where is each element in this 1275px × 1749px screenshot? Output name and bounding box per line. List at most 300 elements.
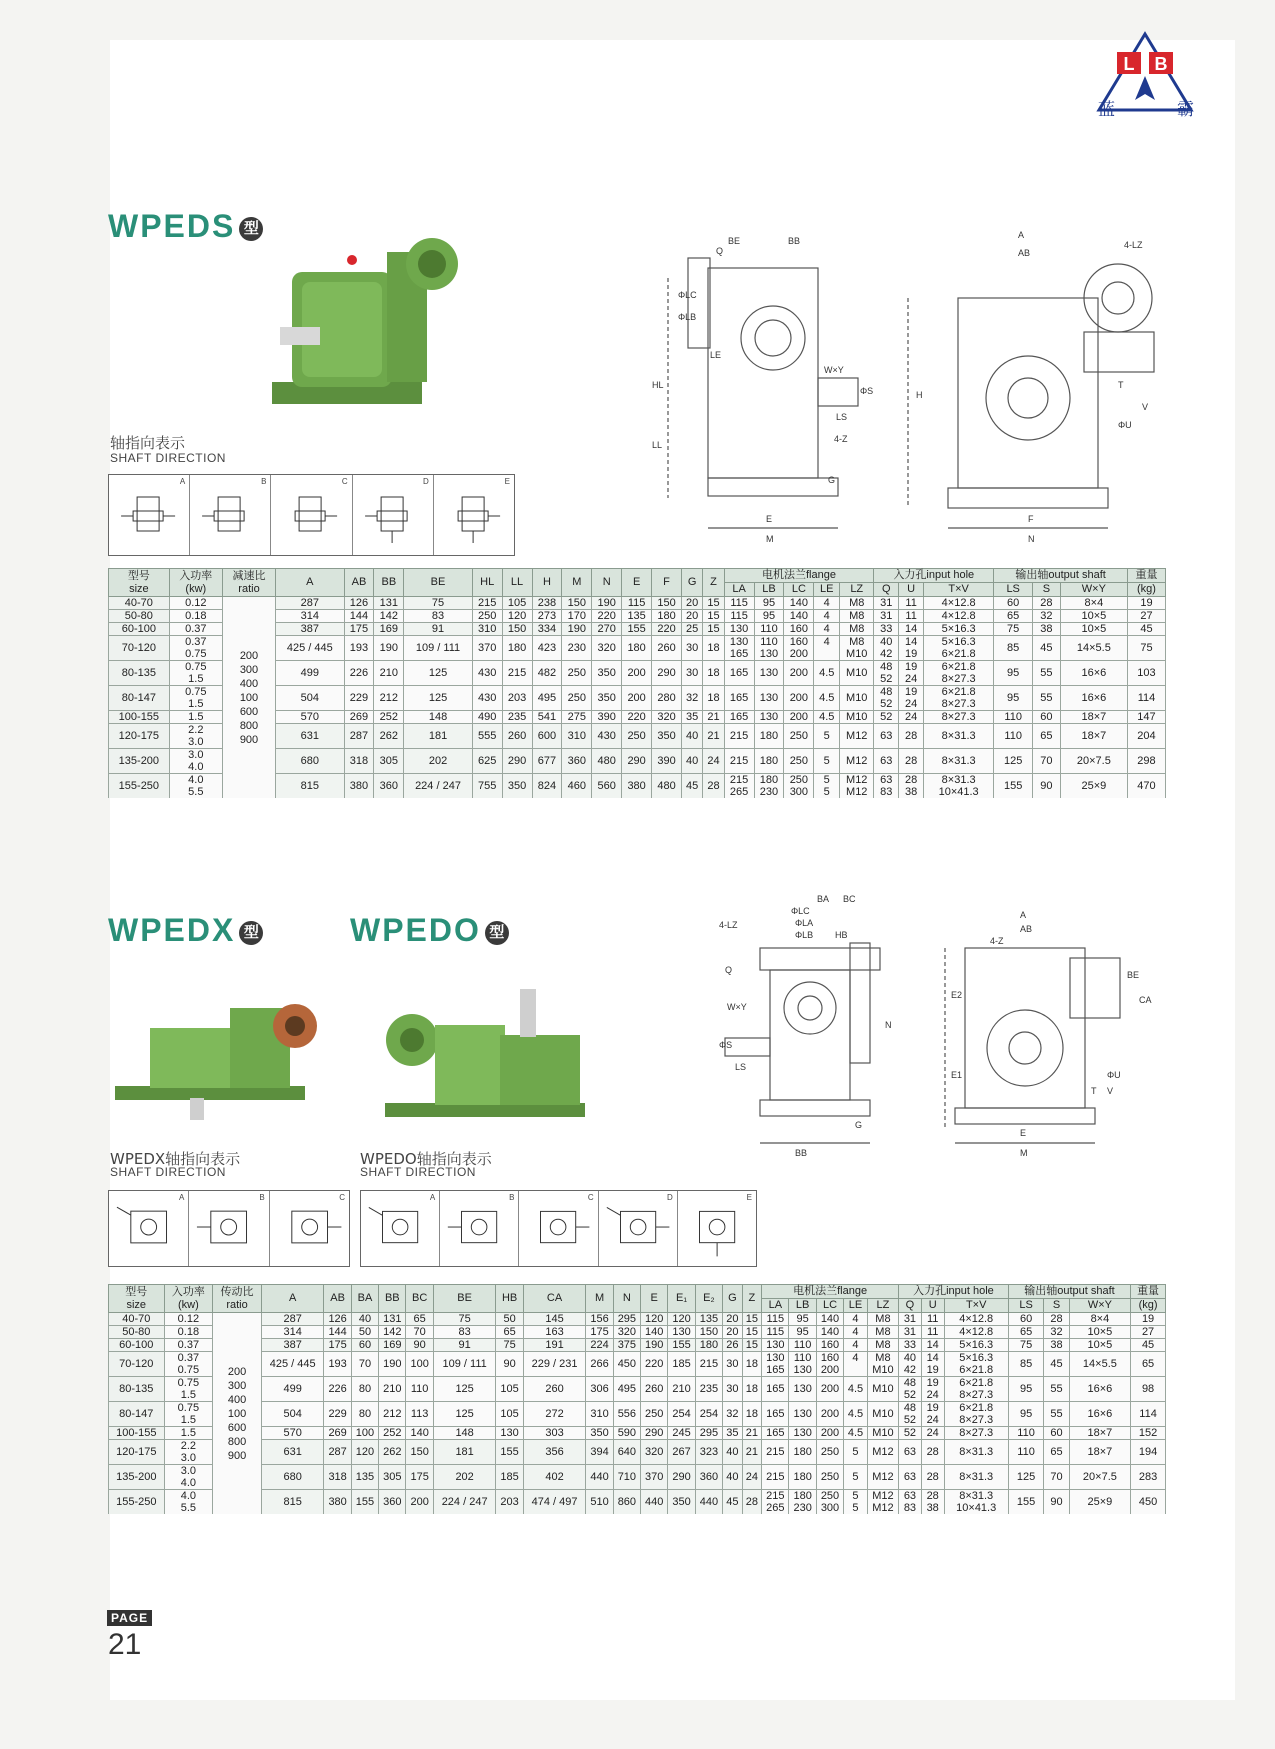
col-flange: LA [724,583,754,597]
output-cell: 8×4 [1069,1313,1130,1326]
col-dim: A [276,569,344,597]
output-cell: 75 [994,623,1033,636]
dim-cell: 510 [586,1490,613,1515]
input-cell: 40 [899,1352,922,1365]
input-cell: 28 [921,1465,944,1490]
dim-cell: 310 [562,724,592,749]
flange-cell: 4.5 [814,686,840,711]
flange-cell: 130 [754,648,784,661]
flange-cell: 180 [754,749,784,774]
dim-cell: 200 [622,686,652,711]
input-cell: 42 [874,648,899,661]
dim-cell: 625 [472,749,502,774]
dim-cell: 640 [613,1440,640,1465]
dim-cell: 290 [502,749,532,774]
power-cell: 0.37 [169,636,222,649]
dim-cell: 25 [681,623,702,636]
wpeds-heading [108,208,263,245]
dim-label: A [1018,230,1025,240]
dim-cell: 310 [472,623,502,636]
dim-cell: 15 [703,623,724,636]
direction-label: A [429,1193,436,1202]
dim-cell: 200 [406,1490,433,1515]
direction-label: B [509,1193,515,1202]
flange-cell: 180 [789,1440,816,1465]
dim-cell: 202 [433,1465,496,1490]
dim-cell: 100 [351,1427,378,1440]
dim-label: ΦU [1107,1070,1121,1080]
flange-cell: 215 [762,1465,789,1490]
dim-cell: 120 [502,610,532,623]
dim-label: T [1091,1086,1097,1096]
dim-cell: 290 [652,661,682,686]
input-cell: 4×12.8 [924,597,994,610]
direction-d [599,1191,678,1266]
col-input: T×V [944,1299,1008,1313]
col-dim: Z [742,1285,762,1313]
col-ratio: 传动比 ratio [213,1285,262,1313]
ratio-value: 100 [227,1407,247,1420]
dim-cell: 280 [652,686,682,711]
output-cell: 14×5.5 [1069,1352,1130,1377]
col-output: W×Y [1060,583,1127,597]
flange-cell: 130 [789,1364,816,1377]
flange-cell: 130 [762,1352,789,1365]
col-output: S [1033,583,1061,597]
dim-cell: 105 [496,1402,523,1427]
dim-cell: 495 [613,1377,640,1402]
dim-label: ΦS [719,1040,733,1050]
power-cell: 0.37 [169,623,222,636]
input-cell: 28 [899,749,924,774]
group-weight: 重量 [1131,1285,1166,1299]
dim-cell: 126 [324,1313,351,1326]
dim-cell: 350 [592,661,622,686]
dim-cell: 155 [668,1339,695,1352]
dim-cell: 175 [324,1339,351,1352]
dim-cell: 305 [374,749,404,774]
dim-label: BE [1127,970,1140,980]
wpedx-spec-table [108,1284,1166,1514]
dim-cell: 320 [613,1326,640,1339]
dim-cell: 350 [592,686,622,711]
dim-label: ΦS [860,386,874,396]
size-cell: 50-80 [109,1326,165,1339]
size-cell: 120-175 [109,1440,165,1465]
power-cell: 0.75 [169,661,222,674]
dim-label: F [1028,514,1034,524]
dim-label: HB [835,930,848,940]
dim-cell: 18 [703,661,724,686]
flange-cell: 5 [814,774,840,787]
flange-cell: 140 [784,597,814,610]
flange-cell: 250 [816,1490,843,1503]
weight-cell: 19 [1131,1313,1166,1326]
col-dim: BE [433,1285,496,1313]
dim-cell: 70 [406,1326,433,1339]
direction-a [109,475,190,555]
dim-cell: 169 [379,1339,406,1352]
direction-b [190,475,271,555]
dim-cell: 50 [351,1326,378,1339]
input-cell: 8×27.3 [944,1389,1008,1402]
power-cell: 0.75 [164,1377,213,1390]
dim-cell: 75 [496,1339,523,1352]
dim-cell: 474 / 497 [523,1490,586,1515]
dim-cell: 375 [613,1339,640,1352]
col-flange: LE [814,583,840,597]
dim-cell: 254 [668,1402,695,1427]
dim-cell: 860 [613,1490,640,1515]
dim-cell: 125 [404,686,472,711]
dim-cell: 135 [695,1313,722,1326]
flange-cell: 250 [816,1465,843,1490]
power-cell: 4.0 [164,1477,213,1490]
dim-cell: 120 [641,1313,668,1326]
dim-label: M [766,534,774,544]
dim-cell: 80 [351,1377,378,1402]
input-cell: 8×27.3 [924,673,994,686]
dim-cell: 262 [374,724,404,749]
dim-cell: 109 / 111 [433,1352,496,1377]
output-cell: 75 [1008,1339,1044,1352]
page-label: PAGE [107,1610,152,1626]
input-cell: 24 [921,1414,944,1427]
table-row [109,1402,1166,1415]
dim-cell: 755 [472,774,502,799]
wpedx-direction-box [108,1190,350,1267]
dim-cell: 226 [324,1377,351,1402]
flange-cell: 110 [754,636,784,649]
flange-cell: 4 [844,1313,868,1326]
dim-cell: 210 [374,661,404,686]
flange-cell: 130 [762,1339,789,1352]
dim-label: N [885,1020,892,1030]
dim-cell: 499 [261,1377,324,1402]
dim-label: CA [1139,995,1152,1005]
page-number: 21 [108,1628,142,1661]
flange-cell: 5 [814,724,840,749]
dim-cell: 370 [641,1465,668,1490]
dim-cell: 142 [379,1326,406,1339]
dim-cell: 181 [404,724,472,749]
type-char-badge: 型 [239,921,263,945]
input-cell: 10×41.3 [944,1502,1008,1514]
flange-cell: 4.5 [844,1377,868,1402]
output-cell: 65 [1008,1326,1044,1339]
output-cell: 18×7 [1069,1440,1130,1465]
dim-label: ΦU [1118,420,1132,430]
weight-cell: 103 [1127,661,1165,686]
output-cell: 18×7 [1060,724,1127,749]
dim-cell: 252 [379,1427,406,1440]
dim-label: E1 [951,1070,963,1080]
output-cell: 70 [1033,749,1061,774]
dim-cell: 305 [379,1465,406,1490]
col-dim: CA [523,1285,586,1313]
dim-cell: 90 [406,1339,433,1352]
flange-cell: 130 [754,686,784,711]
direction-label: B [259,1193,265,1202]
wpeds-shaft-caption-en: SHAFT DIRECTION [110,451,226,465]
dim-cell: 203 [496,1490,523,1515]
dim-cell: 170 [562,610,592,623]
input-cell: 63 [899,1465,922,1490]
dim-cell: 310 [586,1402,613,1427]
col-flange: LC [784,583,814,597]
dim-cell: 430 [472,661,502,686]
brand-name [1098,95,1194,120]
output-cell: 16×6 [1069,1402,1130,1427]
input-cell: 8×31.3 [924,724,994,749]
input-cell: 63 [874,774,899,787]
input-cell: 4×12.8 [944,1326,1008,1339]
dim-cell: 21 [742,1427,762,1440]
dim-cell: 193 [324,1352,351,1377]
input-cell: 28 [921,1490,944,1503]
dim-cell: 190 [641,1339,668,1352]
group-output: 输出轴output shaft [994,569,1128,583]
flange-cell: 4.5 [844,1427,868,1440]
input-cell: 8×31.3 [944,1465,1008,1490]
dim-label: N [1028,534,1035,544]
dim-cell: 320 [652,711,682,724]
table1-body [109,597,1166,799]
power-cell: 0.37 [164,1352,213,1365]
wpedx-heading [108,912,263,949]
group-weight: 重量 [1127,569,1165,583]
dim-label: BB [795,1148,808,1158]
output-cell: 60 [994,597,1033,610]
dim-cell: 140 [641,1326,668,1339]
flange-cell: 4 [814,636,840,649]
power-cell: 5.5 [164,1502,213,1514]
dim-cell: 287 [344,724,374,749]
direction-c [519,1191,598,1266]
direction-label: D [667,1193,673,1202]
weight-cell: 75 [1127,636,1165,661]
flange-cell: 180 [789,1465,816,1490]
dim-cell: 18 [742,1402,762,1427]
col-size: 型号 size [109,569,170,597]
direction-label: D [423,477,429,486]
dim-cell: 91 [404,623,472,636]
output-cell: 18×7 [1069,1427,1130,1440]
table2-body [109,1313,1166,1515]
output-cell: 65 [994,610,1033,623]
flange-cell: 165 [762,1364,789,1377]
dim-cell: 290 [641,1427,668,1440]
dim-cell: 175 [406,1465,433,1490]
dim-cell: 360 [374,774,404,799]
wpedx-shaft-caption-en: SHAFT DIRECTION [110,1165,226,1179]
flange-cell: 95 [754,597,784,610]
input-cell: 63 [874,749,899,774]
weight-cell: 298 [1127,749,1165,774]
size-cell: 80-147 [109,686,170,711]
dim-cell: 18 [742,1377,762,1402]
input-cell: 6×21.8 [924,661,994,674]
weight-cell: 147 [1127,711,1165,724]
flange-cell: M12 [867,1440,898,1465]
col-output: S [1044,1299,1069,1313]
dim-label: HL [652,380,664,390]
flange-cell: 4.5 [844,1402,868,1427]
dim-cell: 155 [351,1490,378,1515]
dim-cell: 402 [523,1465,586,1490]
dim-cell: 150 [652,597,682,610]
output-cell: 28 [1033,597,1061,610]
power-cell: 0.37 [164,1339,213,1352]
col-power: 入功率 (kw) [164,1285,213,1313]
dim-cell: 245 [668,1427,695,1440]
flange-cell: 200 [816,1427,843,1440]
flange-cell: 4 [814,597,840,610]
flange-cell: 200 [816,1377,843,1402]
size-cell: 120-175 [109,724,170,749]
logo-letter-l: L [1123,54,1135,74]
dim-cell: 229 / 231 [523,1352,586,1377]
wpedx-shaft-caption-cn: WPEDX轴指向表示 [110,1150,241,1168]
dim-cell: 155 [496,1440,523,1465]
input-cell: 48 [874,661,899,674]
flange-cell: 160 [816,1339,843,1352]
dim-cell: 20 [723,1313,743,1326]
flange-cell: 165 [724,661,754,686]
size-cell: 40-70 [109,1313,165,1326]
dim-label: 4-Z [990,936,1004,946]
col-flange: LZ [867,1299,898,1313]
flange-cell: 165 [762,1402,789,1427]
dim-cell: 269 [344,711,374,724]
ratio-value: 900 [239,733,259,746]
flange-cell [814,648,840,661]
dim-cell: 21 [742,1440,762,1465]
weight-cell: 114 [1127,686,1165,711]
flange-cell: M12 [840,749,874,774]
col-dim: BB [374,569,404,597]
direction-b [440,1191,519,1266]
input-cell: 14 [899,623,924,636]
input-cell: 52 [899,1427,922,1440]
flange-cell: 140 [816,1326,843,1339]
col-dim: E₂ [695,1285,722,1313]
ratio-value: 200 [239,649,259,662]
output-cell: 55 [1033,686,1061,711]
dim-cell: 203 [502,686,532,711]
output-cell: 65 [1044,1440,1069,1465]
size-cell: 155-250 [109,1490,165,1515]
dim-cell: 318 [324,1465,351,1490]
size-cell: 80-147 [109,1402,165,1427]
dim-cell: 220 [641,1352,668,1377]
size-cell: 80-135 [109,661,170,686]
flange-cell: 130 [789,1427,816,1440]
dim-cell: 815 [261,1490,324,1515]
dim-cell: 180 [695,1339,722,1352]
weight-cell: 45 [1127,623,1165,636]
output-cell: 55 [1033,661,1061,686]
size-cell: 100-155 [109,1427,165,1440]
dim-cell: 295 [695,1427,722,1440]
dim-cell: 570 [276,711,344,724]
input-cell: 5×16.3 [944,1339,1008,1352]
dim-cell: 360 [695,1465,722,1490]
col-dim: M [586,1285,613,1313]
col-input: T×V [924,583,994,597]
type-char-badge: 型 [485,921,509,945]
wpeds-dimension-drawing [648,228,1168,548]
dim-cell: 250 [562,686,592,711]
dim-cell: 105 [496,1377,523,1402]
dim-cell: 224 / 247 [404,774,472,799]
weight-cell: 204 [1127,724,1165,749]
dim-cell: 235 [502,711,532,724]
ratio-value: 300 [239,663,259,676]
output-cell: 20×7.5 [1069,1465,1130,1490]
dim-cell: 175 [344,623,374,636]
dim-label: ΦLA [795,918,814,928]
power-cell: 1.5 [169,711,222,724]
input-cell: 63 [874,724,899,749]
ratio-value: 400 [239,677,259,690]
table-row [109,1465,1166,1478]
dim-cell: 202 [404,749,472,774]
dim-cell: 360 [379,1490,406,1515]
dim-cell: 175 [586,1326,613,1339]
dim-cell: 45 [681,774,702,799]
output-cell: 10×5 [1069,1326,1130,1339]
output-cell: 8×4 [1060,597,1127,610]
power-cell: 5.5 [169,786,222,798]
dim-cell: 190 [374,636,404,661]
input-cell: 8×31.3 [944,1490,1008,1503]
size-cell: 80-135 [109,1377,165,1402]
input-cell: 19 [899,648,924,661]
input-cell: 24 [921,1427,944,1440]
col-dim: H [532,569,562,597]
dim-cell: 480 [652,774,682,799]
dim-cell: 125 [433,1377,496,1402]
dim-label: ΦLB [795,930,814,940]
dim-cell: 148 [404,711,472,724]
output-cell: 32 [1044,1326,1069,1339]
dim-cell: 155 [622,623,652,636]
dim-cell: 21 [703,711,724,724]
dim-cell: 680 [261,1465,324,1490]
direction-c [270,1191,349,1266]
dim-cell: 229 [344,686,374,711]
output-cell: 60 [1033,711,1061,724]
dim-cell: 224 / 247 [433,1490,496,1515]
flange-cell: 110 [789,1352,816,1365]
output-cell: 95 [1008,1402,1044,1427]
flange-cell: 230 [754,786,784,798]
flange-cell: 230 [789,1502,816,1514]
power-cell: 0.12 [169,597,222,610]
direction-c [271,475,352,555]
dim-cell: 815 [276,774,344,799]
input-cell: 52 [874,698,899,711]
input-cell: 19 [921,1402,944,1415]
flange-cell: 5 [814,786,840,798]
flange-cell: 5 [844,1490,868,1503]
dim-cell: 100 [406,1352,433,1377]
flange-cell: 265 [724,786,754,798]
col-dim: BB [379,1285,406,1313]
direction-label: B [261,477,267,486]
dim-cell: 480 [592,749,622,774]
